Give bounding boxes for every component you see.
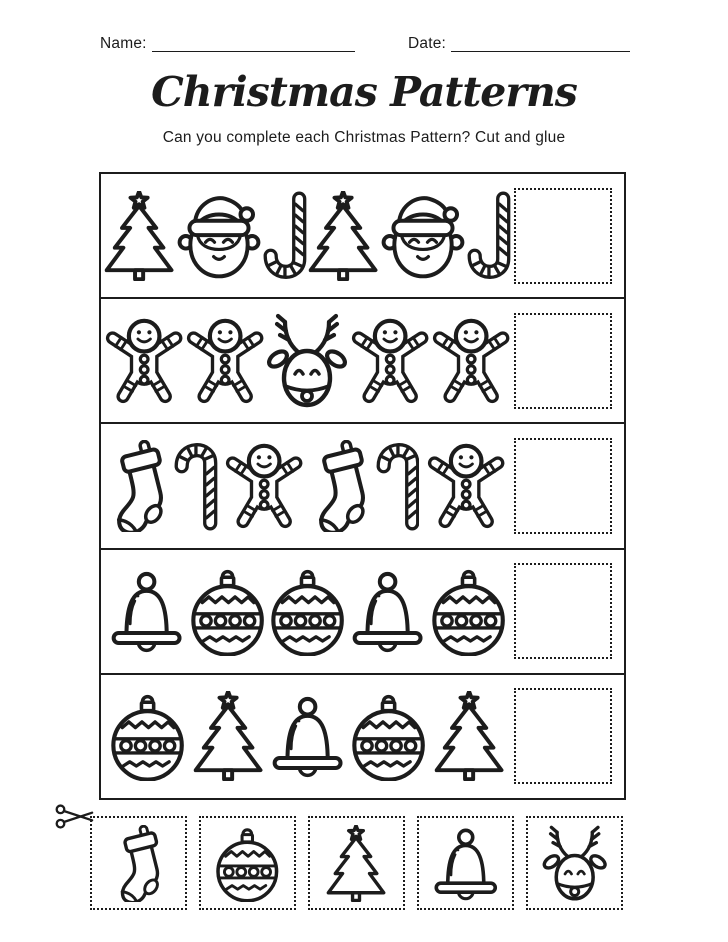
- ornament-icon[interactable]: [216, 825, 279, 902]
- stocking-icon[interactable]: [114, 825, 163, 902]
- tree-icon: [434, 691, 504, 781]
- gingerbread-icon: [104, 317, 184, 405]
- bell-icon: [271, 693, 344, 779]
- tree-icon: [104, 191, 174, 281]
- cut-box-1[interactable]: [90, 816, 187, 910]
- gingerbread-icon: [224, 442, 304, 530]
- pattern-row-1: [101, 174, 624, 299]
- cut-box-3[interactable]: [308, 816, 405, 910]
- bell-icon[interactable]: [433, 825, 499, 902]
- name-line[interactable]: [152, 37, 355, 52]
- answer-box-4[interactable]: [514, 563, 612, 659]
- santa-icon: [176, 193, 262, 279]
- reindeer-icon: [265, 313, 349, 409]
- bell-icon: [110, 568, 183, 654]
- candy-cane-down-icon: [263, 191, 307, 281]
- ornament-icon: [352, 691, 425, 781]
- gingerbread-icon: [426, 442, 506, 530]
- gingerbread-icon: [185, 317, 265, 405]
- date-label: Date:: [408, 35, 447, 52]
- name-field: [100, 36, 355, 52]
- ornament-icon: [432, 566, 505, 656]
- pattern-row-5: [101, 675, 624, 798]
- santa-icon: [380, 193, 466, 279]
- answer-box-2[interactable]: [514, 313, 612, 409]
- date-line[interactable]: [451, 37, 630, 52]
- candy-cane-icon: [376, 441, 420, 531]
- candy-cane-icon: [174, 441, 218, 531]
- pattern-row-3: [101, 424, 624, 549]
- ornament-icon: [271, 566, 344, 656]
- stocking-icon: [109, 440, 168, 532]
- row-2-icons: [101, 299, 514, 422]
- date-field: [408, 36, 630, 52]
- pattern-row-4: [101, 550, 624, 675]
- cut-box-2[interactable]: [199, 816, 296, 910]
- row-3-icons: [101, 424, 514, 547]
- tree-icon[interactable]: [326, 825, 386, 902]
- ornament-icon: [111, 691, 184, 781]
- stocking-icon: [311, 440, 370, 532]
- bell-icon: [351, 568, 424, 654]
- tree-icon: [193, 691, 263, 781]
- cut-box-5[interactable]: [526, 816, 623, 910]
- gingerbread-icon: [350, 317, 430, 405]
- pattern-table: [99, 172, 626, 800]
- page-subtitle: Can you complete each Christmas Pattern? Cut and glue: [162, 129, 566, 146]
- answer-box-1[interactable]: [514, 188, 612, 284]
- tree-icon: [308, 191, 378, 281]
- cut-row: [90, 816, 623, 910]
- ornament-icon: [191, 566, 264, 656]
- reindeer-icon[interactable]: [541, 825, 608, 902]
- name-label: Name:: [100, 35, 147, 52]
- page-title: Christmas Patterns: [151, 68, 577, 116]
- candy-cane-down-icon: [467, 191, 511, 281]
- answer-box-3[interactable]: [514, 438, 612, 534]
- pattern-row-2: [101, 299, 624, 424]
- answer-box-5[interactable]: [514, 688, 612, 784]
- row-5-icons: [101, 675, 514, 798]
- gingerbread-icon: [431, 317, 511, 405]
- cut-box-4[interactable]: [417, 816, 514, 910]
- row-4-icons: [101, 550, 514, 673]
- row-1-icons: [101, 174, 514, 297]
